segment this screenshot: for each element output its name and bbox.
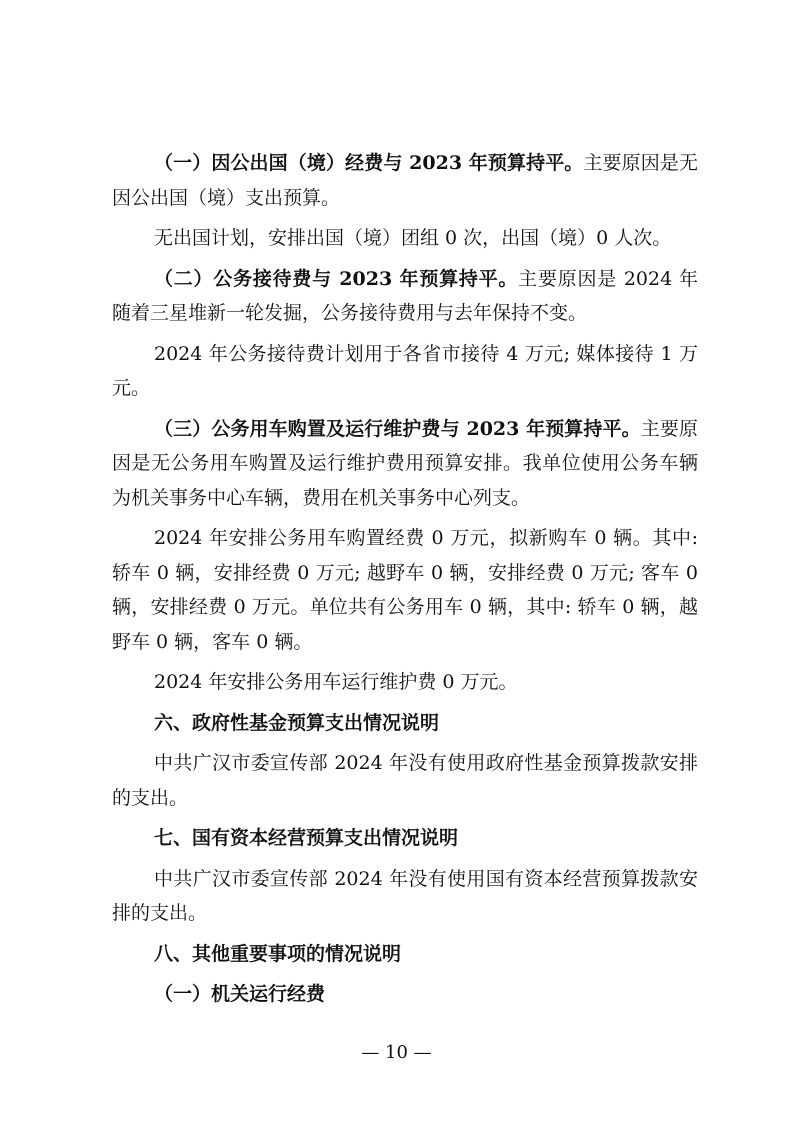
section-8-heading: 八、其他重要事项的情况说明 [154,942,402,965]
paragraph-vehicle-maintenance-detail [112,665,698,700]
paragraph-text: 主要原因是无因公出国（境）支出预算。 [112,152,698,209]
paragraph-lead: （二）公务接待费与 2023 年预算持平。 [154,267,519,290]
paragraph-text: 主要原因是无公务用车购置及运行维护费用预算安排。我单位使用公务车辆为机关事务中心车辆，费用在机关事务中心列支。 [112,417,698,509]
paragraph-lead: （三）公务用车购置及运行维护费与 2023 年预算持平。 [154,417,641,440]
paragraph-text: 主要原因是 2024 年随着三星堆新一轮发掘，公务接待费用与去年保持不变。 [112,267,698,324]
paragraph-text: 2024 年公务接待费计划用于各省市接待 4 万元; 媒体接待 1 万元。 [112,342,698,399]
paragraph-lead: （一）因公出国（境）经费与 2023 年预算持平。 [154,152,584,174]
section-7-heading: 七、国有资本经营预算支出情况说明 [154,827,459,849]
paragraph-reception-detail [112,337,698,406]
paragraph-vehicles [112,412,698,516]
paragraph-text: 2024 年安排公务用车购置经费 0 万元，拟新购车 0 辆。其中: 轿车 0 辆，安排经费 0 万元; 越野车 0 辆，安排经费 0 万元; 客车 0 辆，安排经费 0 万元。单位共有公务用车 0 辆，其中: 轿车 0 辆，越野车 0 辆，客车 0 辆。 [112,527,698,653]
paragraph-vehicle-purchase-detail [112,521,698,659]
section-7-body: 中共广汉市委宣传部 2024 年没有使用国有资本经营预算拨款安排的支出。 [112,867,698,924]
paragraph-outbound-travel-detail [112,221,698,256]
page-number: — 10 — [361,1042,432,1063]
document-body [112,146,698,1018]
paragraph-text: 无出国计划，安排出国（境）团组 0 次，出国（境）0 人次。 [154,227,672,249]
section-6-heading: 六、政府性基金预算支出情况说明 [154,711,440,734]
section-6-body: 中共广汉市委宣传部 2024 年没有使用政府性基金预算拨款安排的支出。 [112,752,698,809]
paragraph-reception [112,262,698,331]
paragraph-text: 2024 年安排公务用车运行维护费 0 万元。 [154,671,518,693]
paragraph-outbound-travel [112,146,698,215]
section-8-subheading: （一）机关运行经费 [154,983,326,1005]
